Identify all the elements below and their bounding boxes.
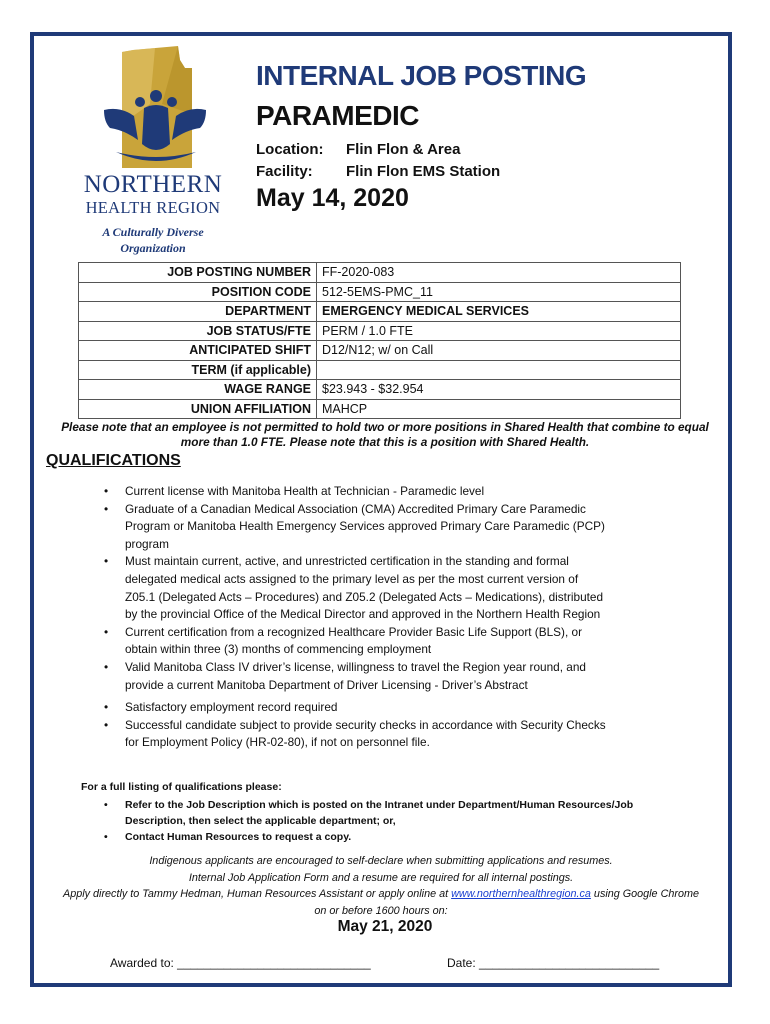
form-note: Internal Job Application Form and a resume are required for all internal postings. — [188, 871, 574, 884]
qualifications-heading: QUALIFICATIONS — [46, 452, 181, 469]
table-row — [79, 380, 681, 400]
detail-value — [317, 360, 681, 380]
detail-label: WAGE RANGE — [79, 380, 317, 400]
table-row — [79, 321, 681, 341]
apply-text-post: using Google Chrome — [590, 888, 699, 900]
detail-value: D12/N12; w/ on Call — [317, 341, 681, 361]
detail-value: FF-2020-083 — [317, 263, 681, 283]
apply-line — [40, 886, 722, 903]
apply-text-pre: Apply directly to Tammy Hedman, Human Resources Assistant or apply online at — [63, 888, 452, 900]
detail-label: JOB POSTING NUMBER — [79, 263, 317, 283]
list-item: • Must maintain current, active, and unrestricted certification in the standing and formal delegated medical acts assigned to the primary level as per the most current version of Z05.1 (Delegated Acts – Procedures) and Z05.2 (Delegated Acts – Medications), distributed by the provincial Office of the Medical Director and approved in the Northern Health Region — [100, 553, 610, 623]
organization-name-line2: HEALTH REGION — [85, 198, 221, 217]
organization-name — [78, 172, 228, 217]
list-item: • Current certification from a recognized Healthcare Provider Basic Life Support (BLS), or obtain within three (3) months of commencing employment — [100, 624, 610, 659]
list-item: • Satisfactory employment record required — [100, 699, 610, 717]
full-listing-list — [100, 797, 680, 845]
table-row — [79, 360, 681, 380]
posting-title: INTERNAL JOB POSTING — [256, 60, 587, 91]
detail-value: 512-5EMS-PMC_11 — [317, 282, 681, 302]
date-field: Date: ___________________________ — [447, 956, 660, 970]
location-label: Location: — [256, 141, 324, 158]
table-row — [79, 399, 681, 419]
position-title: PARAMEDIC — [256, 100, 419, 131]
detail-label: TERM (if applicable) — [79, 360, 317, 380]
posting-date: May 14, 2020 — [256, 184, 409, 212]
facility-label: Facility: — [256, 163, 313, 180]
list-item: • Graduate of a Canadian Medical Association (CMA) Accredited Primary Care Paramedic Program or Manitoba Health Emergency Services approved Primary Care Paramedic (PCP) program — [100, 501, 610, 554]
website-link[interactable]: www.northernhealthregion.ca — [451, 888, 591, 900]
indigenous-note: Indigenous applicants are encouraged to self-declare when submitting applications and resumes. — [149, 855, 613, 867]
table-row — [79, 282, 681, 302]
posting-details-table — [78, 262, 681, 419]
apply-deadline-note: on or before 1600 hours on: — [314, 904, 448, 917]
fte-note: Please note that an employee is not permitted to hold two or more positions in Shared Health that combine to equal more than 1.0 FTE. Please note that this is a position with Shared Health. — [61, 420, 709, 449]
organization-tagline: A Culturally Diverse Organization — [102, 225, 204, 255]
qualifications-list — [100, 483, 610, 752]
detail-label: JOB STATUS/FTE — [79, 321, 317, 341]
manitoba-province-logo — [100, 44, 210, 172]
table-row — [79, 263, 681, 283]
table-row — [79, 302, 681, 322]
detail-label: ANTICIPATED SHIFT — [79, 341, 317, 361]
closing-date: May 21, 2020 — [337, 918, 433, 935]
awarded-to-field: Awarded to: _____________________________ — [110, 956, 371, 970]
list-item: • Valid Manitoba Class IV driver’s license, willingness to travel the Region year round, and provide a current Manitoba Department of Driver Licensing - Driver’s Abstract — [100, 659, 610, 694]
application-instructions — [40, 853, 722, 919]
facility-row — [256, 163, 500, 180]
detail-value: MAHCP — [317, 399, 681, 419]
list-item: • Successful candidate subject to provide security checks in accordance with Security Checks for Employment Policy (HR-02-80), if not on personnel file. — [100, 717, 610, 752]
list-item: • Refer to the Job Description which is posted on the Intranet under Department/Human Resources/Job Description, then select the applicable department; or, — [100, 797, 680, 829]
detail-label: UNION AFFILIATION — [79, 399, 317, 419]
list-item: • Contact Human Resources to request a copy. — [100, 829, 680, 845]
location-row — [256, 141, 460, 158]
detail-value: EMERGENCY MEDICAL SERVICES — [317, 302, 681, 322]
location-value: Flin Flon & Area — [346, 141, 461, 158]
detail-label: POSITION CODE — [79, 282, 317, 302]
full-listing-heading: For a full listing of qualifications please: — [81, 781, 282, 793]
detail-label: DEPARTMENT — [79, 302, 317, 322]
detail-value: $23.943 - $32.954 — [317, 380, 681, 400]
detail-value: PERM / 1.0 FTE — [317, 321, 681, 341]
list-item: • Current license with Manitoba Health at Technician - Paramedic level — [100, 483, 610, 501]
table-row — [79, 341, 681, 361]
organization-name-line1: NORTHERN — [83, 171, 223, 198]
facility-value: Flin Flon EMS Station — [346, 163, 501, 180]
